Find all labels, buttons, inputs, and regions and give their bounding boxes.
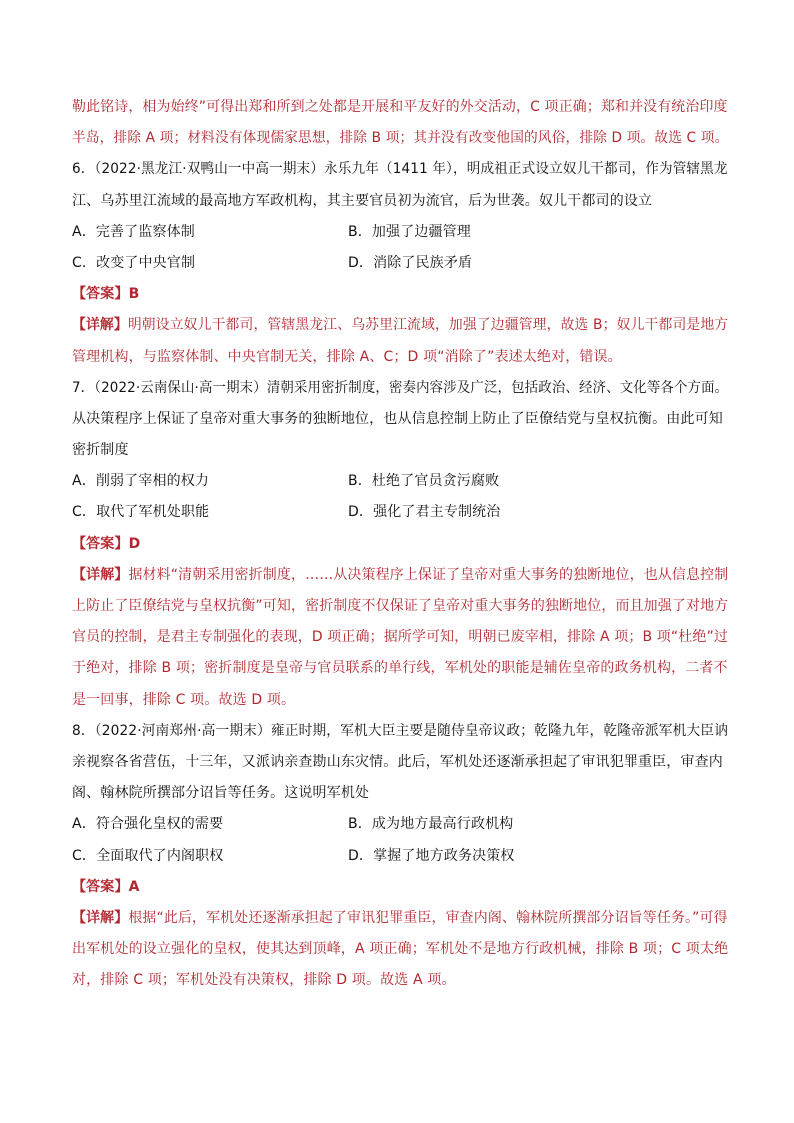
- question-8: [72, 716, 728, 997]
- answer-tag: 【答案】: [72, 286, 129, 303]
- option-c: C．改变了中央官制: [72, 254, 196, 271]
- explain-line: 于绝对，排除 B 项；密折制度是皇帝与官员联系的单行线，军机处的职能是辅佐皇帝的政务机构，二者不: [72, 660, 728, 677]
- answer-value: D: [128, 535, 141, 552]
- explain-tag: 【详解】: [72, 566, 129, 583]
- prev-explain-line-2: 半岛，排除 A 项；材料没有体现儒家思想，排除 B 项；其并没有改变他国的风俗，排除 D 项。故选 C 项。: [72, 130, 729, 147]
- question-stem-line: 亲视察各省营伍，十三年，又派讷亲查勘山东灾情。此后，军机处还逐渐承担起了审讯犯罪重臣，审查内: [72, 753, 723, 770]
- explain-line: 对，排除 C 项；军机处没有决策权，排除 D 项。故选 A 项。: [72, 972, 456, 989]
- option-d: D．强化了君主专制统治: [348, 504, 501, 521]
- options-row: [72, 809, 728, 840]
- explain-line: [72, 310, 729, 341]
- question-stem-line: 密折制度: [72, 442, 129, 459]
- explain-text: 根据“此后，军机处还逐渐承担起了审讯犯罪重臣，审查内阁、翰林院所撰部分诏旨等任务。”可得: [128, 909, 728, 926]
- question-stem-line: 6．（2022·黑龙江·双鸭山一中高一期末）永乐九年（1411 年），明成祖正式设立奴儿干都司，作为管辖黑龙: [72, 161, 728, 178]
- options-row: [72, 217, 728, 248]
- answer-tag: 【答案】: [72, 878, 129, 895]
- explain-text: 明朝设立奴儿干都司，管辖黑龙江、乌苏里江流域，加强了边疆管理，故选 B；奴儿干都司是地方: [127, 317, 729, 334]
- option-b: B．加强了边疆管理: [348, 223, 471, 240]
- answer-line: [72, 529, 728, 560]
- option-c: C．取代了军机处职能: [72, 504, 210, 521]
- option-b: B．成为地方最高行政机构: [348, 816, 514, 833]
- options-row: [72, 841, 728, 872]
- prev-explain-line-1: 勒此铭诗，相为始终”可得出郑和所到之处都是开展和平友好的外交活动，C 项正确；郑和并没有统治印度: [72, 99, 728, 115]
- explain-tag: 【详解】: [72, 909, 129, 926]
- question-6: [72, 154, 728, 372]
- answer-value: A: [128, 878, 140, 895]
- options-row: [72, 248, 728, 279]
- answer-line: [72, 279, 728, 310]
- answer-line: [72, 872, 728, 903]
- question-stem-line: 江、乌苏里江流域的最高地方军政机构，其主要官员初为流官，后为世袭。奴儿干都司的设立: [72, 192, 653, 209]
- explain-line: 上防止了臣僚结党与皇权抗衡”可知，密折制度不仅保证了皇帝对重大事务的独断地位，而且加强了对地方: [72, 598, 729, 614]
- option-a: A．符合强化皇权的需要: [72, 816, 224, 833]
- options-row: [72, 497, 728, 528]
- explain-line: 管理机构，与监察体制、中央官制无关，排除 A、C；D 项“消除了”表述太绝对，错误。: [72, 348, 622, 365]
- document-page: [72, 92, 728, 996]
- answer-value: B: [128, 286, 140, 303]
- option-d: D．消除了民族矛盾: [348, 254, 473, 271]
- explain-text: 据材料“清朝采用密折制度，……从决策程序上保证了皇帝对重大事务的独断地位，也从信息控制: [128, 566, 729, 583]
- explain-tag: 【详解】: [72, 317, 128, 334]
- option-b: B．杜绝了官员贪污腐败: [348, 473, 500, 490]
- explain-line: [72, 903, 728, 934]
- answer-tag: 【答案】: [72, 535, 129, 552]
- explain-line: 是一回事，排除 C 项。故选 D 项。: [72, 691, 296, 708]
- question-stem-line: 8．（2022·河南郑州·高一期末）雍正时期，军机大臣主要是随侍皇帝议政；乾隆九年，乾隆帝派军机大臣讷: [72, 722, 729, 739]
- option-a: A．削弱了宰相的权力: [72, 473, 210, 490]
- explain-line: 官员的控制，是君主专制强化的表现，D 项正确；据所学可知，明朝已废宰相，排除 A 项；B 项“杜绝”过: [72, 629, 728, 646]
- option-d: D．掌握了地方政务决策权: [348, 847, 515, 864]
- option-c: C．全面取代了内阁职权: [72, 847, 224, 864]
- options-row: [72, 466, 728, 497]
- explain-line: 出军机处的设立强化的皇权，使其达到顶峰，A 项正确；军机处不是地方行政机械，排除 B 项；C 项太绝: [72, 941, 729, 958]
- question-stem-line: 7．（2022·云南保山·高一期末）清朝采用密折制度，密奏内容涉及广泛，包括政治、经济、文化等各个方面。: [72, 379, 729, 396]
- question-stem-line: 从决策程序上保证了皇帝对重大事务的独断地位，也从信息控制上防止了臣僚结党与皇权抗衡。由此可知: [72, 410, 723, 427]
- question-7: [72, 373, 728, 716]
- option-a: A．完善了监察体制: [72, 223, 195, 240]
- explain-line: [72, 560, 729, 591]
- question-stem-line: 阁、翰林院所撰部分诏旨等任务。这说明军机处: [72, 785, 370, 802]
